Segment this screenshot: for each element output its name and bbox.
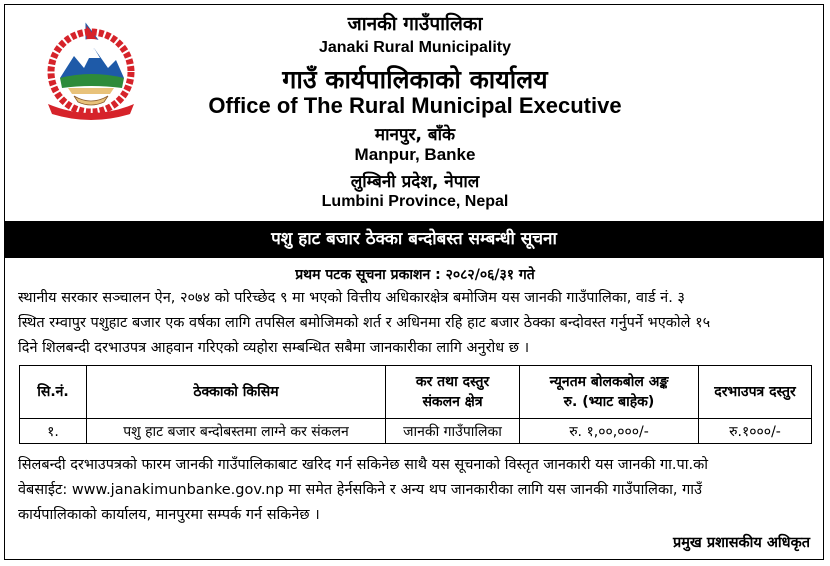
signatory-title: प्रमुख प्रशासकीय अधिकृत [673, 535, 810, 551]
col-header-collector [386, 366, 520, 419]
table-row [20, 419, 812, 444]
col-header-fee: दरभाउपत्र दस्तुर [699, 366, 812, 419]
office-name-english: Office of The Rural Municipal Executive [208, 93, 622, 118]
cell-fee: रु.१०००/- [699, 419, 812, 444]
intro-line: दिने शिलबन्दी दरभाउपत्र आहवान गरिएको व्यहोरा सम्बन्धित सबैमा जानकारीका लागि अनुरोध छ । [18, 340, 530, 356]
province-nepali: लुम्बिनी प्रदेश, नेपाल [350, 172, 480, 192]
closing-paragraph [18, 453, 814, 528]
min-bid-header-line1: न्यूनतम बोलकबोल अङ्क [549, 374, 669, 390]
office-name-nepali: गाउँ कार्यपालिकाको कार्यालय [282, 65, 548, 94]
min-bid-header-line2: रु. (भ्याट बाहेक) [563, 394, 655, 410]
cell-type: पशु हाट बजार बन्दोबस्तमा लाग्ने कर संकलन [87, 419, 386, 444]
closing-line: वेबसाईट: www.janakimunbanke.gov.np मा समेत हेर्नसकिने र अन्य थप जानकारीका लागि यस जानकी गाउँपालिका, गाउँ [18, 482, 702, 498]
collector-header-line2: संकलन क्षेत्र [422, 394, 483, 410]
intro-line: स्थानीय सरकार सञ्चालन ऐन, २०७४ को परिच्छेद ९ मा भएको वित्तीय अधिकारक्षेत्र बमोजिम यस जानकी गाउँपालिका, वार्ड नं. ३ [18, 290, 685, 306]
org-name-nepali: जानकी गाउँपालिका [347, 13, 483, 35]
org-name-english: Janaki Rural Municipality [318, 39, 512, 56]
tender-table [19, 365, 812, 444]
cell-min-bid: रु. १,००,०००/- [520, 419, 699, 444]
cell-collector: जानकी गाउँपालिका [386, 419, 520, 444]
place-english: Manpur, Banke [354, 145, 476, 164]
table-header-row [20, 366, 812, 419]
province-english: Lumbini Province, Nepal [321, 193, 509, 210]
col-header-min-bid [520, 366, 699, 419]
publication-date: प्रथम पटक सूचना प्रकाशन : २०८२/०६/३१ गते [295, 267, 535, 283]
notice-title-banner: पशु हाट बजार ठेक्का बन्दोबस्त सम्बन्धी सूचना [5, 221, 823, 258]
collector-header-line1: कर तथा दस्तुर [415, 374, 490, 390]
cell-sn: १. [20, 419, 87, 444]
closing-line: सिलबन्दी दरभाउपत्रको फारम जानकी गाउँपालिकाबाट खरिद गर्न सकिनेछ साथै यस सूचनाको विस्तृत जानकारी यस जानकी गा.पा.को [18, 457, 708, 473]
nepal-emblem-icon [38, 22, 144, 122]
place-nepali: मानपुर, बाँके [374, 125, 456, 145]
col-header-type: ठेक्काको किसिम [87, 366, 386, 419]
closing-line: कार्यपालिकाको कार्यालय, मानपुरमा सम्पर्क गर्न सकिनेछ । [18, 507, 320, 523]
intro-line: स्थित रम्वापुर पशुहाट बजार एक वर्षका लागि तपसिल बमोजिमको शर्त र अधिनमा रहि हाट बजार ठेक्का बन्दोवस्त गर्नुपर्ने भएकोले १५ [18, 315, 711, 331]
col-header-sn: सि.नं. [20, 366, 87, 419]
intro-paragraph [18, 286, 814, 361]
